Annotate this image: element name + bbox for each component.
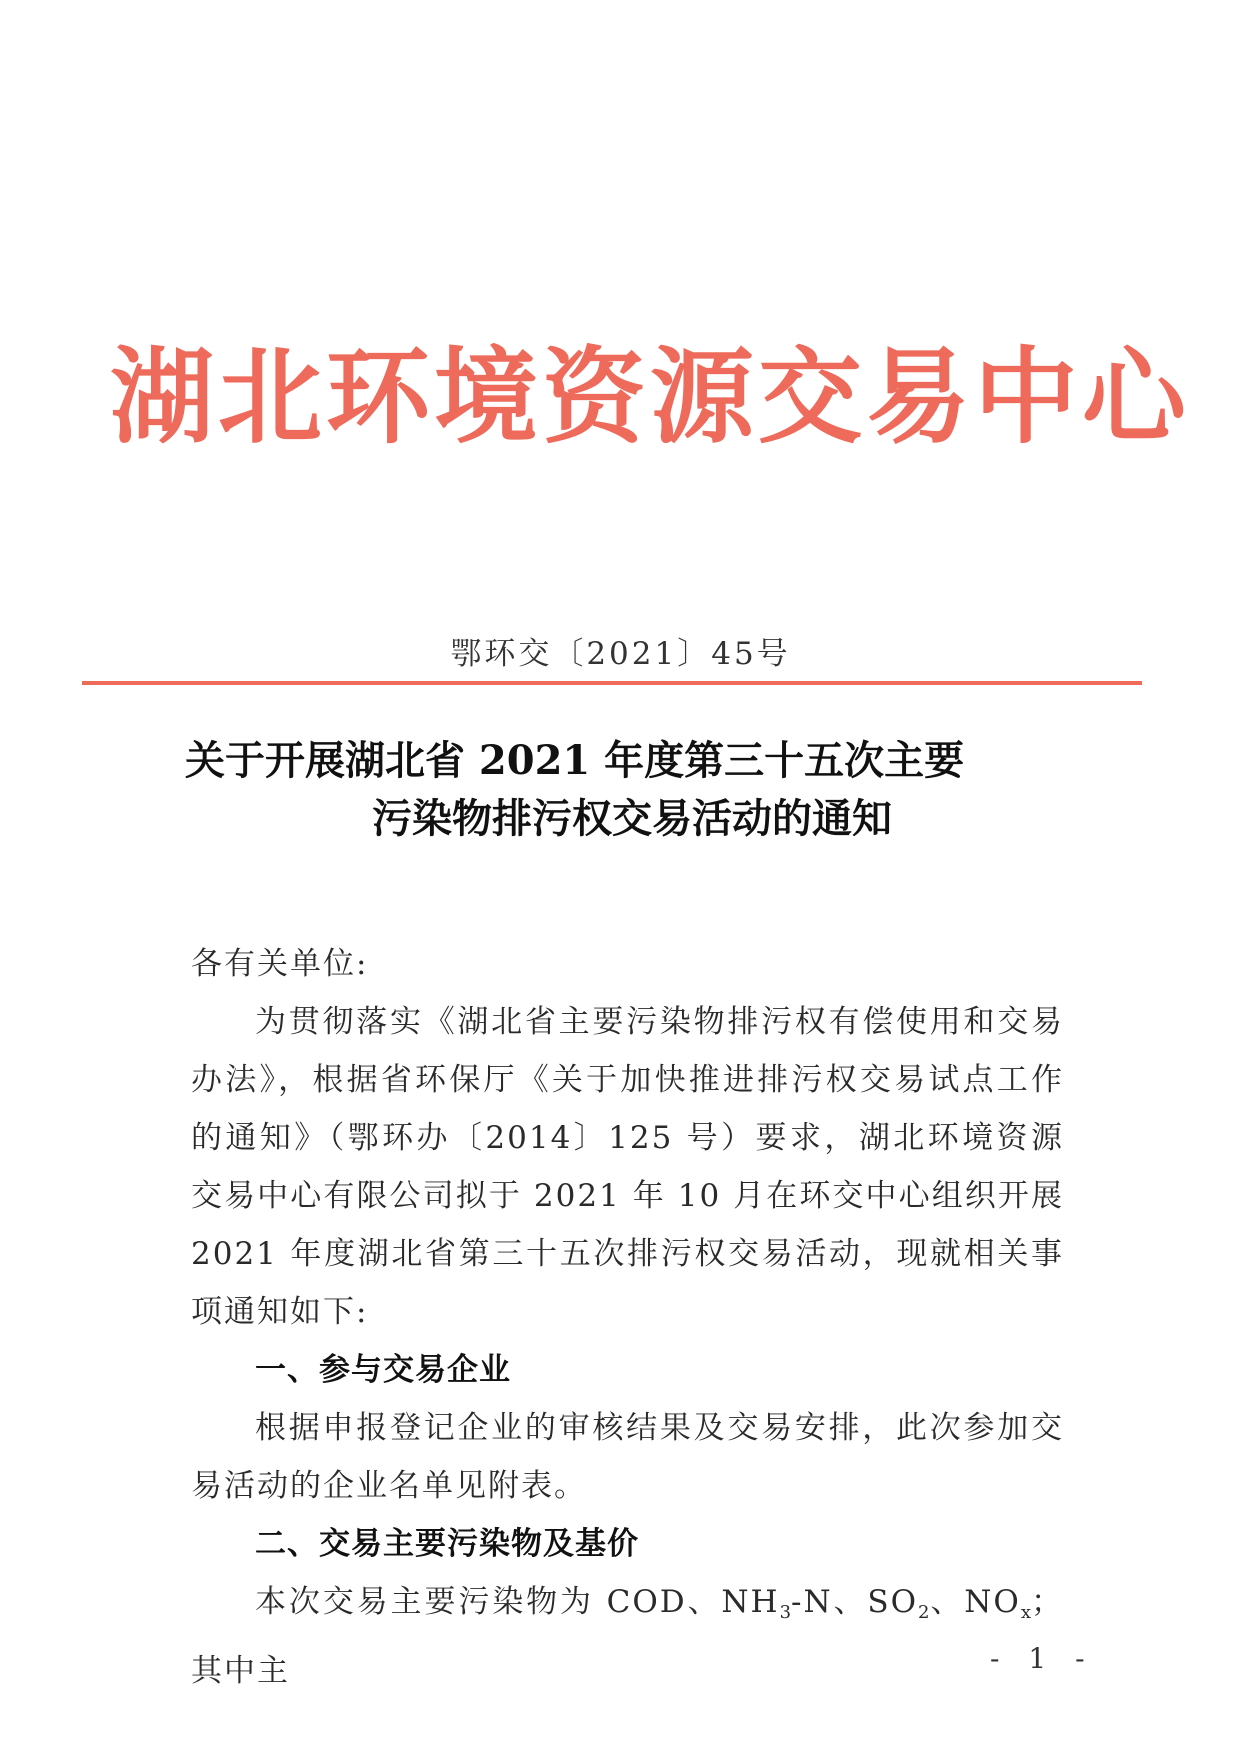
page-number: - 1 - bbox=[990, 1642, 1095, 1675]
subscript-x: x bbox=[1020, 1602, 1031, 1623]
document-title bbox=[150, 732, 1090, 848]
red-divider bbox=[82, 681, 1142, 685]
section-2-text bbox=[191, 1573, 1064, 1700]
document-number: 鄂环交〔2021〕45号 bbox=[450, 636, 791, 672]
section-2-text-b: -N、SO bbox=[791, 1584, 919, 1620]
masthead: 湖北环境资源交易中心 bbox=[110, 335, 1191, 458]
subscript-3: 3 bbox=[779, 1602, 792, 1623]
title-line-1: 关于开展湖北省 2021 年度第三十五次主要 bbox=[185, 737, 965, 784]
section-2-text-d: ；其中主 bbox=[191, 1584, 1064, 1689]
section-2-heading: 二、交易主要污染物及基价 bbox=[255, 1526, 639, 1562]
title-line-2: 污染物排污权交易活动的通知 bbox=[372, 795, 892, 842]
intro-paragraph: 为贯彻落实《湖北省主要污染物排污权有偿使用和交易办法》，根据省环保厅《关于加快推进排污权交易试点工作的通知》（鄂环办〔2014〕125 号）要求，湖北环境资源交易中心有限公司拟于 2021 年 10 月在环交中心组织开展 2021 年度湖北省第三十五次排污权交易活动，现就相关事项通知如下: bbox=[191, 1004, 1064, 1330]
salutation: 各有关单位: bbox=[191, 946, 369, 982]
section-1-text: 根据申报登记企业的审核结果及交易安排，此次参加交易活动的企业名单见附表。 bbox=[191, 1410, 1064, 1504]
section-2-text-c: 、NO bbox=[929, 1584, 1021, 1620]
section-1-heading: 一、参与交易企业 bbox=[255, 1352, 511, 1388]
subscript-2: 2 bbox=[918, 1602, 930, 1623]
document-body bbox=[191, 935, 1064, 1700]
section-2-text-a: 本次交易主要污染物为 COD、NH bbox=[255, 1584, 780, 1620]
